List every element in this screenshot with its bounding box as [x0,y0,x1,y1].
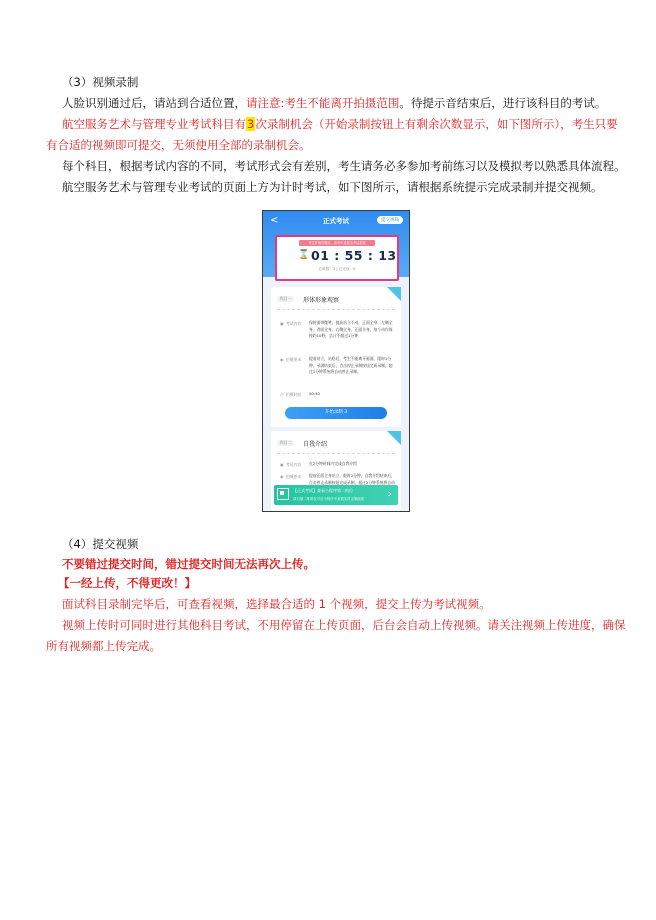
back-icon[interactable]: < [270,215,279,226]
section3-paragraph-3: 每个科目，根据考试内容的不同，考试形式会有差别，考生请务必多参加考前练习以及模拟考以熟悉具体流程。 [62,159,626,173]
banner-title: 【正式考试】查看小程序第二机位 [293,488,353,493]
section3-heading: （3）视频录制 [62,75,139,89]
row-text: 提前站立，站稳后，考生不能离开画面，限时1分钟，录满结束后，点击停止录制按钮完成录制，超过1分钟系统将自动停止录制。 [309,356,393,374]
banner-subtitle: 请扫描二维码在对应小程序中查看实时录制画面 [293,497,365,501]
corner-ribbon [387,287,401,301]
countdown-timer: 01 : 55 : 13 [311,248,397,263]
submit-video-button[interactable]: 提交视频 [377,216,403,224]
p1-text: 人脸识别通过后，请站到合适位置， [62,96,246,110]
row-label: 考试内容 [286,321,302,326]
content-icon: ▣ [280,321,284,326]
subject-card-1 [271,287,401,427]
p2-highlight-number: 3 [247,117,255,131]
row-label: 拍摄要求 [286,474,302,479]
corner-ribbon [387,431,401,445]
section4-paragraph-1: 面试科目录制完毕后，可查看视频，选择最合适的 1 个视频，提交上传为考试视频。 [62,597,491,611]
exam-app-screenshot [262,210,410,512]
timer-card [275,235,399,281]
section3-paragraph-4: 航空服务艺术与管理专业考试的页面上方为计时考试，如下图所示，请根据系统提示完成录制并提交视频。 [62,180,603,194]
subject-name: 自我介绍 [303,441,328,448]
p1-red-note: 请注意:考生不能离开拍摄范围 [246,96,400,110]
subject-name: 形体形象观察 [303,297,340,304]
divider [277,309,395,310]
section3-paragraph-1 [46,93,626,114]
second-camera-banner[interactable] [274,485,398,505]
row-text: 保持面带微笑，提前站立不动，正面全身、左侧全身、背面全身、右侧全身，正面半身。每个动作保持约10秒，总计不超过1分钟 [309,320,393,338]
row-label: 拍摄要求 [286,357,302,362]
row-text: 00:50 [309,391,320,396]
chevron-right-icon: › [387,487,392,500]
p2-text-a: 航空服务艺术与管理专业考试科目有 [62,117,246,131]
content-icon: ▣ [280,462,284,467]
camera-icon: ◉ [280,357,284,362]
row-text: 在2分钟时间内完成自我介绍 [309,461,357,466]
row-text: 提前正面全身站立，限时2分钟，自我介绍结束后，点击停止录制按钮完成录制，超过2分钟系统将自动 [309,473,395,485]
subject-count: 总科数：3 | 已完成：0 [318,267,356,271]
divider [277,453,395,454]
row-label: 考试内容 [286,462,302,467]
p1-end: 。待提示音结束后，进行该科目的考试。 [399,96,607,110]
section3-paragraph-2 [46,114,626,156]
section4-heading: （4）提交视频 [62,537,139,551]
clock-icon: ◷ [280,392,284,397]
qr-code-icon [277,488,289,500]
section4-warning-1: 不要错过提交时间，错过提交时间无法再次上传。 [62,557,315,571]
timer-warning: 考生开始答题后，请勿中途退出考试系统 [299,240,375,246]
subject-tag: 科目二 [277,440,294,446]
app-title: 正式考试 [323,217,349,225]
section4-paragraph-2: 视频上传时可同时进行其他科目考试，不用停留在上传页面，后台会自动上传视频。请关注视频上传进度，确保所有视频都上传完成。 [46,618,626,653]
start-recording-button[interactable]: 开始录制 3 [285,407,387,419]
camera-icon: ◉ [280,474,284,479]
row-label: 拍摄时间 [286,392,302,397]
p2-text-b: 次录制机会（开始录制按钮上有剩余次数显示，如下图所示），考生只要有合适的视频即可提交，无须使用全部的录制机会。 [46,117,618,152]
hourglass-icon: ⌛ [298,250,310,260]
subject-tag: 科目一 [277,296,294,302]
section4-warning-2: 【一经上传，不得更改！】 [58,576,196,590]
